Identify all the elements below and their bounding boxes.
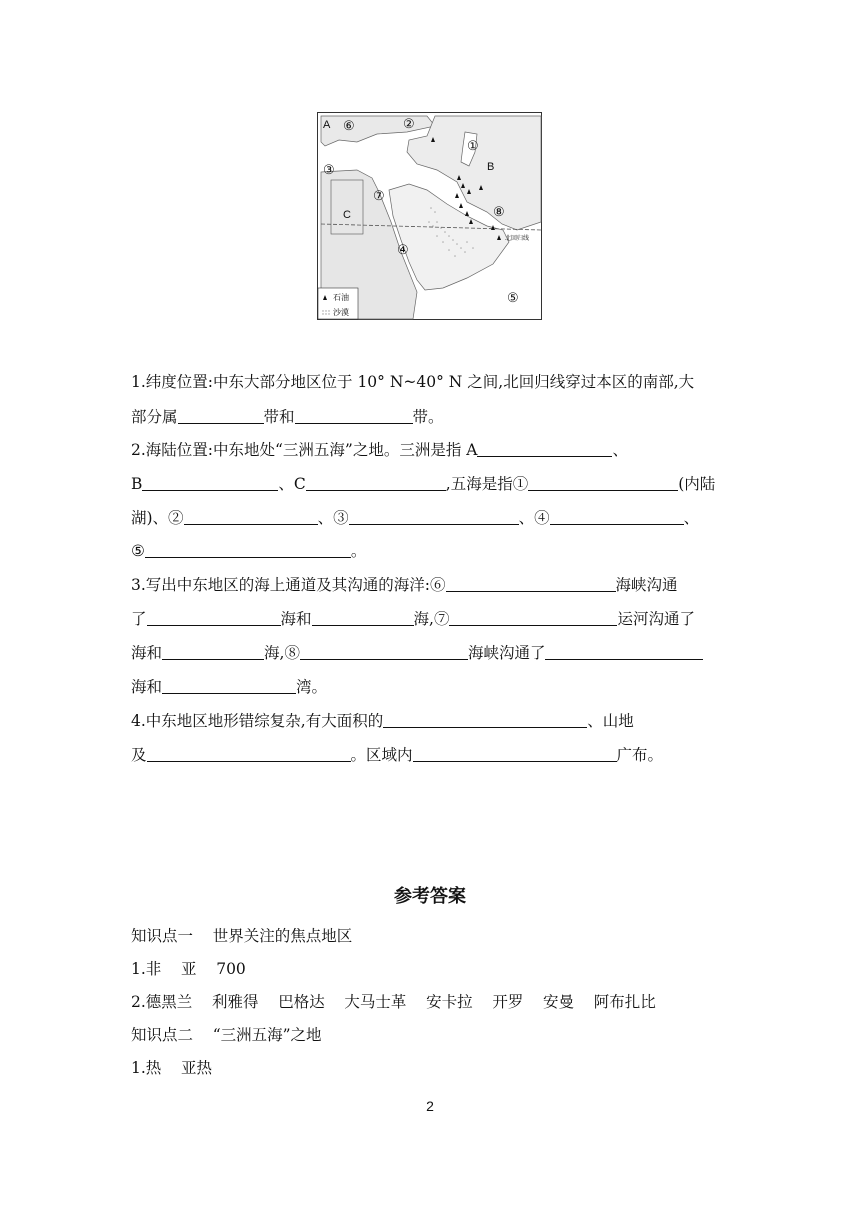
answers-line4: 知识点二 “三洲五海”之地 <box>131 1026 322 1044</box>
legend-oil-label: 石油 <box>333 293 349 302</box>
blank[interactable] <box>477 440 612 457</box>
q4-line2: 及 。区域内 广布。 <box>131 746 664 764</box>
blank[interactable] <box>349 508 519 525</box>
blank[interactable] <box>312 609 414 626</box>
blank[interactable] <box>383 711 587 728</box>
blank[interactable] <box>147 745 351 762</box>
q3-line3: 海和 海,⑧ 海峡沟通了 <box>131 643 703 663</box>
answers-line3: 2.德黑兰 利雅得 巴格达 大马士革 安卡拉 开罗 安曼 阿布扎比 <box>131 993 656 1011</box>
blank[interactable] <box>545 643 703 660</box>
blank[interactable] <box>178 407 264 424</box>
map-label-a: A <box>323 119 331 131</box>
q2-line4: ⑤ 。 <box>131 542 367 560</box>
blank[interactable] <box>300 643 468 660</box>
blank[interactable] <box>162 677 296 694</box>
blank[interactable] <box>449 609 617 626</box>
q2-line1: 2.海陆位置:中东地处“三洲五海”之地。三洲是指 A 、 <box>131 441 628 459</box>
answers-line2: 1.非 亚 700 <box>131 960 246 978</box>
map-label-1: ① <box>467 138 479 153</box>
map-label-5: ⑤ <box>507 290 519 305</box>
blank[interactable] <box>145 541 351 558</box>
map-label-b: B <box>487 161 495 173</box>
blank[interactable] <box>550 508 684 525</box>
blank[interactable] <box>295 407 413 424</box>
map-label-tropic: 北回归线 <box>505 236 530 242</box>
q3-line1: 3.写出中东地区的海上通道及其沟通的海洋:⑥ 海峡沟通 <box>131 576 678 594</box>
q1-line2: 部分属 带和 带。 <box>131 408 444 426</box>
page-number: 2 <box>426 1098 434 1114</box>
q1-line1: 1.纬度位置:中东大部分地区位于 10° N~40° N 之间,北回归线穿过本区的南部,大 <box>131 373 695 391</box>
answers-title: 参考答案 <box>394 886 466 907</box>
q2-line3: 湖)、② 、③ 、④ 、 <box>131 509 700 527</box>
blank[interactable] <box>446 575 616 592</box>
blank[interactable] <box>413 745 617 762</box>
q4-line1: 4.中东地区地形错综复杂,有大面积的 、山地 <box>131 712 634 730</box>
blank[interactable] <box>184 508 318 525</box>
blank[interactable] <box>528 474 678 491</box>
map-label-2: ② <box>403 116 415 131</box>
map-label-4: ④ <box>397 242 409 257</box>
q3-line2: 了 海和 海,⑦ 运河沟通了 <box>131 610 695 628</box>
blank[interactable] <box>142 474 278 491</box>
middle-east-map <box>317 112 542 320</box>
q3-line4: 海和 湾。 <box>131 678 328 696</box>
blank[interactable] <box>147 609 281 626</box>
map-legend <box>318 288 358 319</box>
q2-line2: B 、C ,五海是指① (内陆 <box>131 475 716 493</box>
blank[interactable] <box>306 474 446 491</box>
map-label-8: ⑧ <box>493 204 505 219</box>
map-label-7: ⑦ <box>373 188 385 203</box>
answers-line1: 知识点一 世界关注的焦点地区 <box>131 927 353 945</box>
legend-desert-label: 沙漠 <box>333 308 349 317</box>
blank[interactable] <box>162 643 264 660</box>
map-label-3: ③ <box>323 162 335 177</box>
map-label-6: ⑥ <box>343 118 355 133</box>
answers-line5: 1.热 亚热 <box>131 1059 212 1077</box>
map-label-c: C <box>343 209 351 221</box>
